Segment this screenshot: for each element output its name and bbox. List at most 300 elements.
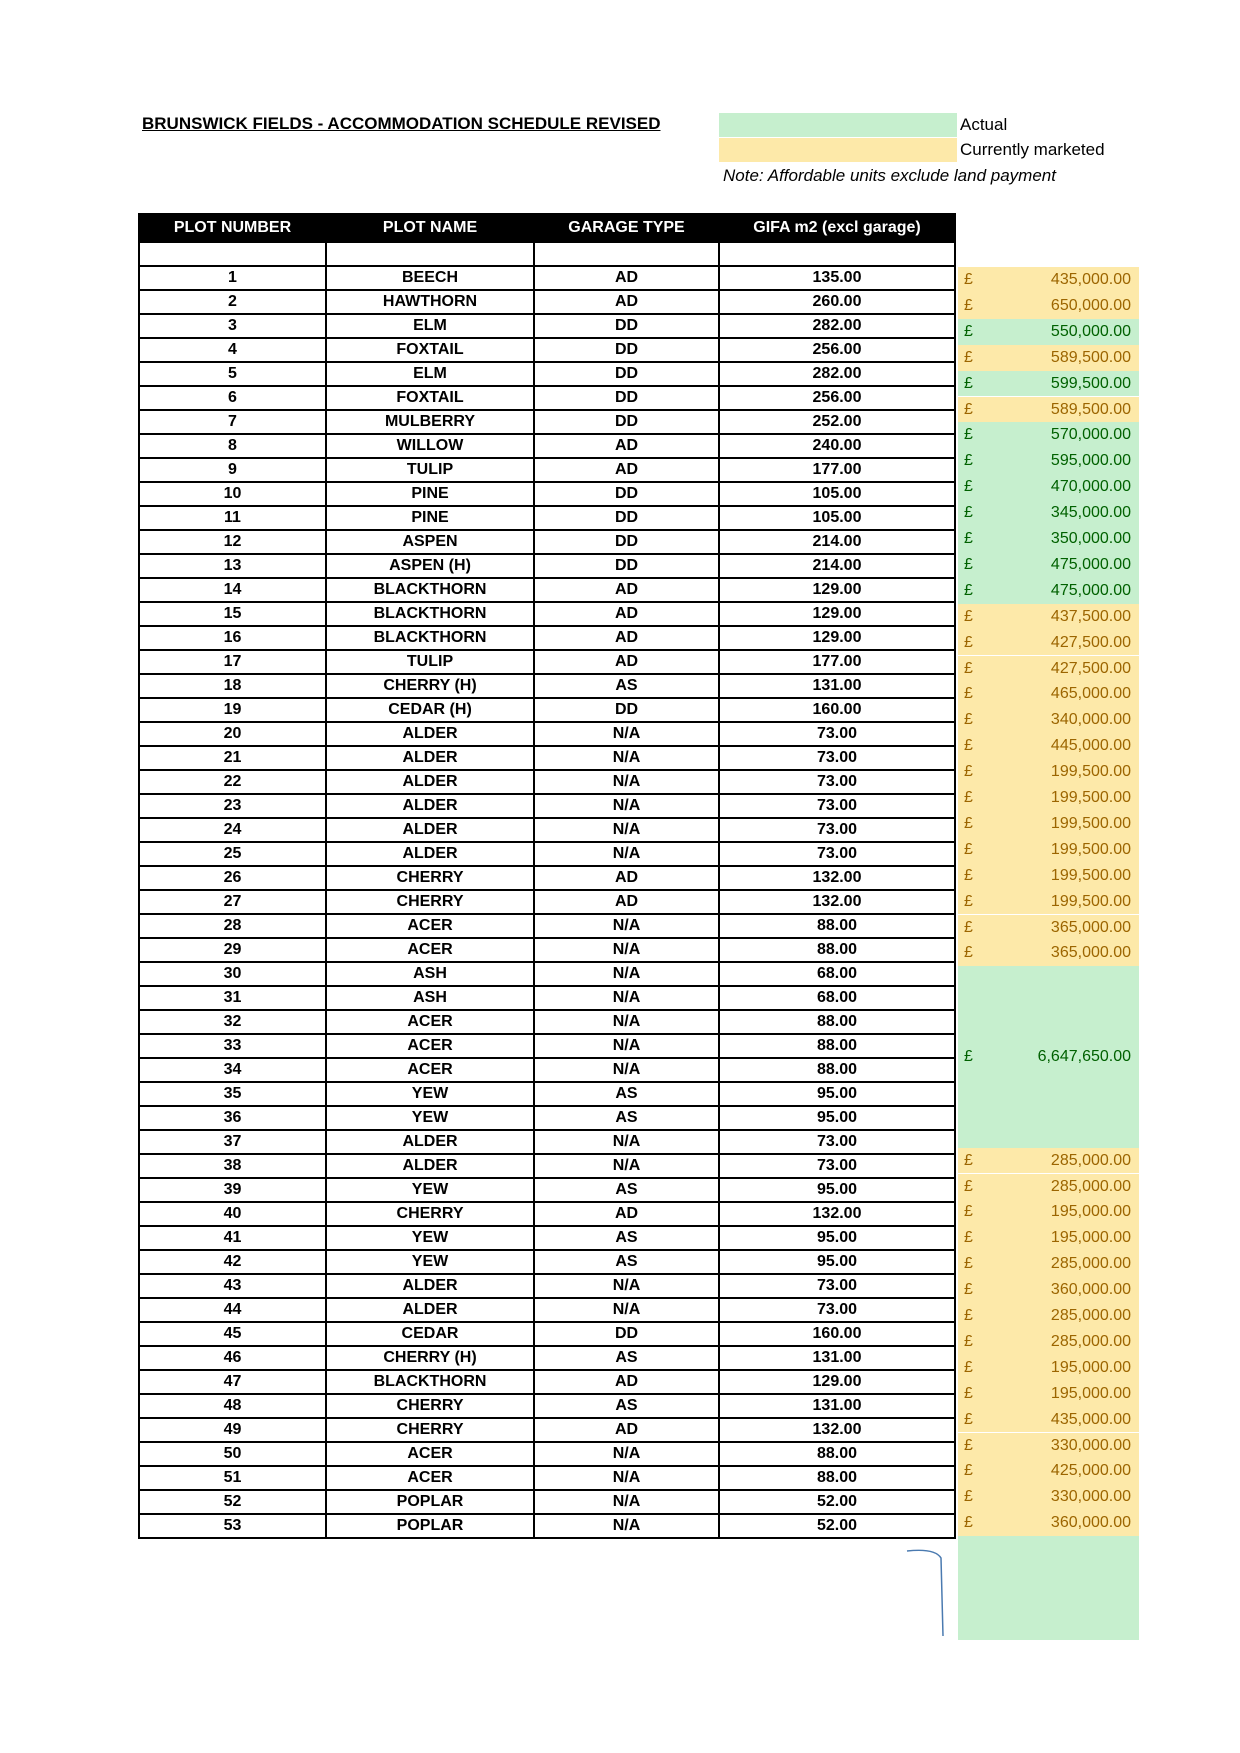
price-amount: 365,000.00 bbox=[1050, 918, 1131, 936]
price-amount: 427,500.00 bbox=[1050, 633, 1131, 651]
currency-symbol: £ bbox=[964, 581, 973, 599]
table-row bbox=[139, 338, 955, 362]
price-amount: 595,000.00 bbox=[1050, 452, 1131, 470]
table-row bbox=[139, 362, 955, 386]
cell-gifa: 95.00 bbox=[719, 1082, 955, 1106]
cell-name: CHERRY bbox=[326, 866, 534, 890]
cell-plot: 13 bbox=[139, 554, 326, 578]
cell-garage: N/A bbox=[534, 794, 719, 818]
currency-symbol: £ bbox=[964, 1514, 973, 1532]
cell-gifa: 214.00 bbox=[719, 554, 955, 578]
currency-symbol: £ bbox=[964, 918, 973, 936]
cell-garage: DD bbox=[534, 362, 719, 386]
cell-plot: 6 bbox=[139, 386, 326, 410]
cell-plot: 2 bbox=[139, 290, 326, 314]
cell-plot: 4 bbox=[139, 338, 326, 362]
cell-gifa: 252.00 bbox=[719, 410, 955, 434]
table-row bbox=[139, 506, 955, 530]
table-row bbox=[139, 986, 955, 1010]
cell-name: CEDAR (H) bbox=[326, 698, 534, 722]
cell-gifa: 88.00 bbox=[719, 1034, 955, 1058]
cell-gifa: 68.00 bbox=[719, 986, 955, 1010]
price-block-actual bbox=[958, 371, 1139, 397]
table-row bbox=[139, 818, 955, 842]
price-amount: 360,000.00 bbox=[1050, 1514, 1131, 1532]
table-row bbox=[139, 1490, 955, 1514]
table-row bbox=[139, 1298, 955, 1322]
cell-gifa: 160.00 bbox=[719, 698, 955, 722]
cell-garage: AD bbox=[534, 434, 719, 458]
cell-gifa: 88.00 bbox=[719, 914, 955, 938]
currency-symbol: £ bbox=[964, 1281, 973, 1299]
cell-gifa: 88.00 bbox=[719, 938, 955, 962]
currency-symbol: £ bbox=[964, 763, 973, 781]
accommodation-schedule-table bbox=[138, 213, 956, 1539]
cell-gifa: 177.00 bbox=[719, 650, 955, 674]
price-amount: 199,500.00 bbox=[1050, 763, 1131, 781]
cell-garage: AD bbox=[534, 890, 719, 914]
cell-name: YEW bbox=[326, 1250, 534, 1274]
cell-name: BLACKTHORN bbox=[326, 578, 534, 602]
price-amount: 6,647,650.00 bbox=[1037, 1047, 1131, 1065]
cell-plot: 41 bbox=[139, 1226, 326, 1250]
cell-name: ALDER bbox=[326, 770, 534, 794]
cell-name: CHERRY bbox=[326, 890, 534, 914]
price-value bbox=[958, 1484, 1139, 1510]
cell-plot: 17 bbox=[139, 650, 326, 674]
currency-symbol: £ bbox=[964, 633, 973, 651]
cell-garage: AS bbox=[534, 1394, 719, 1418]
price-amount: 330,000.00 bbox=[1050, 1436, 1131, 1454]
currency-symbol: £ bbox=[964, 1436, 973, 1454]
price-value bbox=[958, 837, 1139, 863]
price-amount: 475,000.00 bbox=[1050, 581, 1131, 599]
cell-name: YEW bbox=[326, 1226, 534, 1250]
cell-garage: N/A bbox=[534, 1490, 719, 1514]
price-value bbox=[958, 552, 1139, 578]
cell-garage: AD bbox=[534, 602, 719, 626]
price-block-marketed bbox=[958, 604, 1139, 630]
cell-gifa: 256.00 bbox=[719, 338, 955, 362]
currency-symbol: £ bbox=[964, 1332, 973, 1350]
price-amount: 199,500.00 bbox=[1050, 892, 1131, 910]
cell-gifa: 73.00 bbox=[719, 746, 955, 770]
price-amount: 345,000.00 bbox=[1050, 504, 1131, 522]
currency-symbol: £ bbox=[964, 1358, 973, 1376]
table-row bbox=[139, 842, 955, 866]
cell-name: ALDER bbox=[326, 746, 534, 770]
cell-garage: DD bbox=[534, 506, 719, 530]
cell-name: CEDAR bbox=[326, 1322, 534, 1346]
price-value bbox=[958, 656, 1139, 682]
cell-name: ACER bbox=[326, 1466, 534, 1490]
price-amount: 435,000.00 bbox=[1050, 1410, 1131, 1428]
price-amount: 285,000.00 bbox=[1050, 1151, 1131, 1169]
currency-symbol: £ bbox=[964, 271, 973, 288]
price-value bbox=[958, 1458, 1139, 1484]
cell-garage: AS bbox=[534, 1178, 719, 1202]
cell-garage: N/A bbox=[534, 1274, 719, 1298]
price-block-marketed bbox=[958, 267, 1139, 293]
cell-plot: 26 bbox=[139, 866, 326, 890]
currency-symbol: £ bbox=[964, 1488, 973, 1506]
cell-plot: 22 bbox=[139, 770, 326, 794]
price-value bbox=[958, 474, 1139, 500]
table-row bbox=[139, 1010, 955, 1034]
header-plot-name: PLOT NAME bbox=[326, 214, 534, 242]
table-row bbox=[139, 1154, 955, 1178]
price-block-marketed bbox=[958, 1277, 1139, 1303]
price-amount: 195,000.00 bbox=[1050, 1229, 1131, 1247]
price-amount: 550,000.00 bbox=[1050, 322, 1131, 340]
cell-name: BLACKTHORN bbox=[326, 1370, 534, 1394]
cell-plot: 3 bbox=[139, 314, 326, 338]
currency-symbol: £ bbox=[964, 530, 973, 547]
cell-plot: 28 bbox=[139, 914, 326, 938]
cell-gifa: 95.00 bbox=[719, 1250, 955, 1274]
cell-name: FOXTAIL bbox=[326, 386, 534, 410]
table-row bbox=[139, 674, 955, 698]
cell-gifa: 132.00 bbox=[719, 1202, 955, 1226]
cell-gifa: 131.00 bbox=[719, 1346, 955, 1370]
cell-garage: AS bbox=[534, 1082, 719, 1106]
cell-name: ALDER bbox=[326, 1298, 534, 1322]
price-block-marketed bbox=[958, 1199, 1139, 1225]
price-amount: 435,000.00 bbox=[1050, 271, 1131, 288]
price-value bbox=[958, 1433, 1139, 1459]
cell-gifa: 132.00 bbox=[719, 866, 955, 890]
page-title: BRUNSWICK FIELDS - ACCOMMODATION SCHEDULE REVISED bbox=[142, 114, 661, 133]
price-value bbox=[958, 1355, 1139, 1381]
price-value bbox=[958, 1225, 1139, 1251]
cell-garage: N/A bbox=[534, 1034, 719, 1058]
cell-garage: AS bbox=[534, 1346, 719, 1370]
price-value bbox=[958, 863, 1139, 889]
price-amount: 285,000.00 bbox=[1050, 1255, 1131, 1273]
cell-name: HAWTHORN bbox=[326, 290, 534, 314]
price-block-marketed bbox=[958, 1433, 1139, 1459]
cell-gifa: 129.00 bbox=[719, 626, 955, 650]
cell-name: BLACKTHORN bbox=[326, 602, 534, 626]
cell-garage: N/A bbox=[534, 842, 719, 866]
cell-garage: N/A bbox=[534, 722, 719, 746]
cell-garage: AS bbox=[534, 1250, 719, 1274]
cell-plot: 10 bbox=[139, 482, 326, 506]
cell-name: POPLAR bbox=[326, 1514, 534, 1538]
cell-gifa: 95.00 bbox=[719, 1178, 955, 1202]
currency-symbol: £ bbox=[964, 866, 973, 884]
price-block-marketed bbox=[958, 1484, 1139, 1510]
cell-name: ALDER bbox=[326, 794, 534, 818]
price-block-marketed bbox=[958, 1251, 1139, 1277]
table-row bbox=[139, 530, 955, 554]
price-value bbox=[958, 707, 1139, 733]
currency-symbol: £ bbox=[964, 348, 973, 366]
cell-name: CHERRY bbox=[326, 1418, 534, 1442]
price-block-marketed bbox=[958, 889, 1139, 915]
table-row bbox=[139, 794, 955, 818]
price-block-marketed bbox=[958, 681, 1139, 707]
cell-plot: 37 bbox=[139, 1130, 326, 1154]
cell-garage: AD bbox=[534, 866, 719, 890]
hand-drawn-bracket-icon bbox=[905, 1548, 945, 1638]
cell-plot: 33 bbox=[139, 1034, 326, 1058]
table-row bbox=[139, 866, 955, 890]
price-block-actual bbox=[958, 1536, 1139, 1640]
price-block-marketed bbox=[958, 1355, 1139, 1381]
cell-garage: N/A bbox=[534, 1130, 719, 1154]
legend-actual-swatch bbox=[719, 113, 957, 137]
cell-garage: DD bbox=[534, 410, 719, 434]
cell-name: YEW bbox=[326, 1178, 534, 1202]
cell-name: ALDER bbox=[326, 1130, 534, 1154]
cell-gifa: 132.00 bbox=[719, 890, 955, 914]
cell-gifa: 240.00 bbox=[719, 434, 955, 458]
price-value bbox=[958, 371, 1139, 397]
cell-garage: N/A bbox=[534, 986, 719, 1010]
table-row bbox=[139, 1418, 955, 1442]
price-value bbox=[958, 500, 1139, 526]
table-row bbox=[139, 746, 955, 770]
price-value bbox=[958, 448, 1139, 474]
cell-name: ALDER bbox=[326, 1154, 534, 1178]
cell-garage: N/A bbox=[534, 1010, 719, 1034]
cell-gifa: 177.00 bbox=[719, 458, 955, 482]
price-value bbox=[958, 1199, 1139, 1225]
price-block-marketed bbox=[958, 1510, 1139, 1536]
table-row bbox=[139, 1106, 955, 1130]
cell-plot: 11 bbox=[139, 506, 326, 530]
cell-plot: 32 bbox=[139, 1010, 326, 1034]
cell-name: CHERRY (H) bbox=[326, 1346, 534, 1370]
cell-name: ACER bbox=[326, 914, 534, 938]
table-header-row bbox=[139, 214, 955, 242]
table-row bbox=[139, 1466, 955, 1490]
cell-garage: N/A bbox=[534, 1514, 719, 1538]
cell-plot: 48 bbox=[139, 1394, 326, 1418]
cell-plot: 40 bbox=[139, 1202, 326, 1226]
cell-name: ACER bbox=[326, 938, 534, 962]
table-row bbox=[139, 482, 955, 506]
price-value bbox=[958, 319, 1139, 345]
cell-gifa: 73.00 bbox=[719, 794, 955, 818]
cell-plot: 5 bbox=[139, 362, 326, 386]
cell-garage: N/A bbox=[534, 1058, 719, 1082]
currency-symbol: £ bbox=[964, 607, 973, 625]
price-amount: 650,000.00 bbox=[1050, 296, 1131, 314]
cell-plot: 19 bbox=[139, 698, 326, 722]
table-row bbox=[139, 1082, 955, 1106]
cell-name: POPLAR bbox=[326, 1490, 534, 1514]
cell-plot: 49 bbox=[139, 1418, 326, 1442]
cell-plot: 18 bbox=[139, 674, 326, 698]
price-value bbox=[958, 681, 1139, 707]
cell-garage: DD bbox=[534, 314, 719, 338]
table-row bbox=[139, 698, 955, 722]
cell-name: TULIP bbox=[326, 458, 534, 482]
cell-name: ALDER bbox=[326, 722, 534, 746]
price-block-marketed bbox=[958, 707, 1139, 733]
table-row bbox=[139, 1202, 955, 1226]
table-row bbox=[139, 938, 955, 962]
cell-gifa: 214.00 bbox=[719, 530, 955, 554]
price-block-marketed bbox=[958, 630, 1139, 656]
cell-plot: 38 bbox=[139, 1154, 326, 1178]
affordable-note: Note: Affordable units exclude land payment bbox=[723, 166, 1056, 185]
price-value bbox=[958, 345, 1139, 371]
table-row bbox=[139, 722, 955, 746]
price-block-marketed bbox=[958, 940, 1139, 966]
price-amount: 360,000.00 bbox=[1050, 1281, 1131, 1299]
price-amount: 427,500.00 bbox=[1050, 659, 1131, 677]
cell-name: WILLOW bbox=[326, 434, 534, 458]
cell-name: ALDER bbox=[326, 1274, 534, 1298]
cell-gifa: 129.00 bbox=[719, 1370, 955, 1394]
cell-gifa: 160.00 bbox=[719, 1322, 955, 1346]
cell-garage: N/A bbox=[534, 746, 719, 770]
cell-plot: 43 bbox=[139, 1274, 326, 1298]
cell-name: YEW bbox=[326, 1106, 534, 1130]
price-block-marketed bbox=[958, 915, 1139, 941]
cell-plot: 52 bbox=[139, 1490, 326, 1514]
price-block-marketed bbox=[958, 837, 1139, 863]
price-block-actual bbox=[958, 526, 1139, 552]
cell-name: TULIP bbox=[326, 650, 534, 674]
table-row bbox=[139, 410, 955, 434]
table-row bbox=[139, 770, 955, 794]
price-block-actual bbox=[958, 500, 1139, 526]
cell-gifa: 105.00 bbox=[719, 506, 955, 530]
cell-name: ACER bbox=[326, 1010, 534, 1034]
cell-garage: AD bbox=[534, 626, 719, 650]
cell-garage: AD bbox=[534, 1418, 719, 1442]
cell-gifa: 68.00 bbox=[719, 962, 955, 986]
price-value bbox=[958, 422, 1139, 448]
currency-symbol: £ bbox=[964, 452, 973, 470]
currency-symbol: £ bbox=[964, 659, 973, 677]
price-block-marketed bbox=[958, 1225, 1139, 1251]
cell-plot: 35 bbox=[139, 1082, 326, 1106]
cell-plot: 12 bbox=[139, 530, 326, 554]
price-amount: 199,500.00 bbox=[1050, 789, 1131, 806]
cell-plot: 42 bbox=[139, 1250, 326, 1274]
price-value bbox=[958, 267, 1139, 293]
cell-gifa: 282.00 bbox=[719, 362, 955, 386]
cell-garage: N/A bbox=[534, 1466, 719, 1490]
table-row bbox=[139, 1514, 955, 1538]
cell-gifa: 132.00 bbox=[719, 1418, 955, 1442]
price-value bbox=[958, 940, 1139, 966]
cell-garage: AD bbox=[534, 458, 719, 482]
price-value bbox=[958, 1174, 1139, 1200]
currency-symbol: £ bbox=[964, 400, 973, 418]
cell-garage: AS bbox=[534, 1106, 719, 1130]
cell-plot: 50 bbox=[139, 1442, 326, 1466]
price-value bbox=[958, 1303, 1139, 1329]
currency-symbol: £ bbox=[964, 711, 973, 729]
table-row bbox=[139, 266, 955, 290]
price-value bbox=[958, 604, 1139, 630]
price-amount: 365,000.00 bbox=[1050, 944, 1131, 962]
currency-symbol: £ bbox=[964, 1177, 973, 1195]
cell-plot: 30 bbox=[139, 962, 326, 986]
price-amount: 199,500.00 bbox=[1050, 866, 1131, 884]
cell-gifa: 73.00 bbox=[719, 1298, 955, 1322]
cell-gifa: 88.00 bbox=[719, 1466, 955, 1490]
cell-gifa: 73.00 bbox=[719, 1274, 955, 1298]
price-block-marketed bbox=[958, 1458, 1139, 1484]
price-value bbox=[958, 1510, 1139, 1536]
cell-garage: N/A bbox=[534, 818, 719, 842]
price-block-marketed bbox=[958, 1381, 1139, 1407]
cell-gifa: 282.00 bbox=[719, 314, 955, 338]
cell-plot: 8 bbox=[139, 434, 326, 458]
price-value bbox=[958, 1407, 1139, 1433]
price-amount: 285,000.00 bbox=[1050, 1307, 1131, 1324]
cell-gifa: 73.00 bbox=[719, 842, 955, 866]
cell-name: BLACKTHORN bbox=[326, 626, 534, 650]
cell-gifa: 88.00 bbox=[719, 1442, 955, 1466]
price-block-marketed bbox=[958, 811, 1139, 837]
cell-gifa: 105.00 bbox=[719, 482, 955, 506]
currency-symbol: £ bbox=[964, 1384, 973, 1402]
table-row bbox=[139, 626, 955, 650]
cell-name: ACER bbox=[326, 1034, 534, 1058]
cell-garage: AD bbox=[534, 266, 719, 290]
cell-name: BEECH bbox=[326, 266, 534, 290]
price-value bbox=[958, 811, 1139, 837]
cell-name: ACER bbox=[326, 1058, 534, 1082]
cell-plot: 9 bbox=[139, 458, 326, 482]
header-garage-type: GARAGE TYPE bbox=[534, 214, 719, 242]
cell-garage: DD bbox=[534, 386, 719, 410]
table-row bbox=[139, 1178, 955, 1202]
price-block-marketed bbox=[958, 1148, 1139, 1174]
table-row bbox=[139, 434, 955, 458]
cell-name: ALDER bbox=[326, 842, 534, 866]
cell-name: ELM bbox=[326, 362, 534, 386]
price-amount: 437,500.00 bbox=[1050, 607, 1131, 625]
price-value bbox=[958, 578, 1139, 604]
cell-garage: N/A bbox=[534, 770, 719, 794]
price-value bbox=[958, 733, 1139, 759]
cell-plot: 34 bbox=[139, 1058, 326, 1082]
legend-marketed-label: Currently marketed bbox=[960, 140, 1105, 159]
price-value bbox=[958, 759, 1139, 785]
price-amount: 195,000.00 bbox=[1050, 1358, 1131, 1376]
cell-gifa: 52.00 bbox=[719, 1514, 955, 1538]
cell-plot: 51 bbox=[139, 1466, 326, 1490]
header-plot-number: PLOT NUMBER bbox=[139, 214, 326, 242]
price-block-marketed bbox=[958, 345, 1139, 371]
cell-garage: AD bbox=[534, 290, 719, 314]
cell-gifa: 131.00 bbox=[719, 1394, 955, 1418]
currency-symbol: £ bbox=[964, 892, 973, 910]
price-amount: 589,500.00 bbox=[1050, 400, 1131, 418]
cell-name: MULBERRY bbox=[326, 410, 534, 434]
table-row bbox=[139, 962, 955, 986]
price-value bbox=[958, 1381, 1139, 1407]
cell-plot: 29 bbox=[139, 938, 326, 962]
currency-symbol: £ bbox=[964, 555, 973, 573]
price-block-actual bbox=[958, 578, 1139, 604]
cell-name: FOXTAIL bbox=[326, 338, 534, 362]
currency-symbol: £ bbox=[964, 478, 973, 496]
price-block-marketed bbox=[958, 1407, 1139, 1433]
cell-garage: DD bbox=[534, 698, 719, 722]
cell-plot: 31 bbox=[139, 986, 326, 1010]
empty-row bbox=[139, 242, 955, 266]
